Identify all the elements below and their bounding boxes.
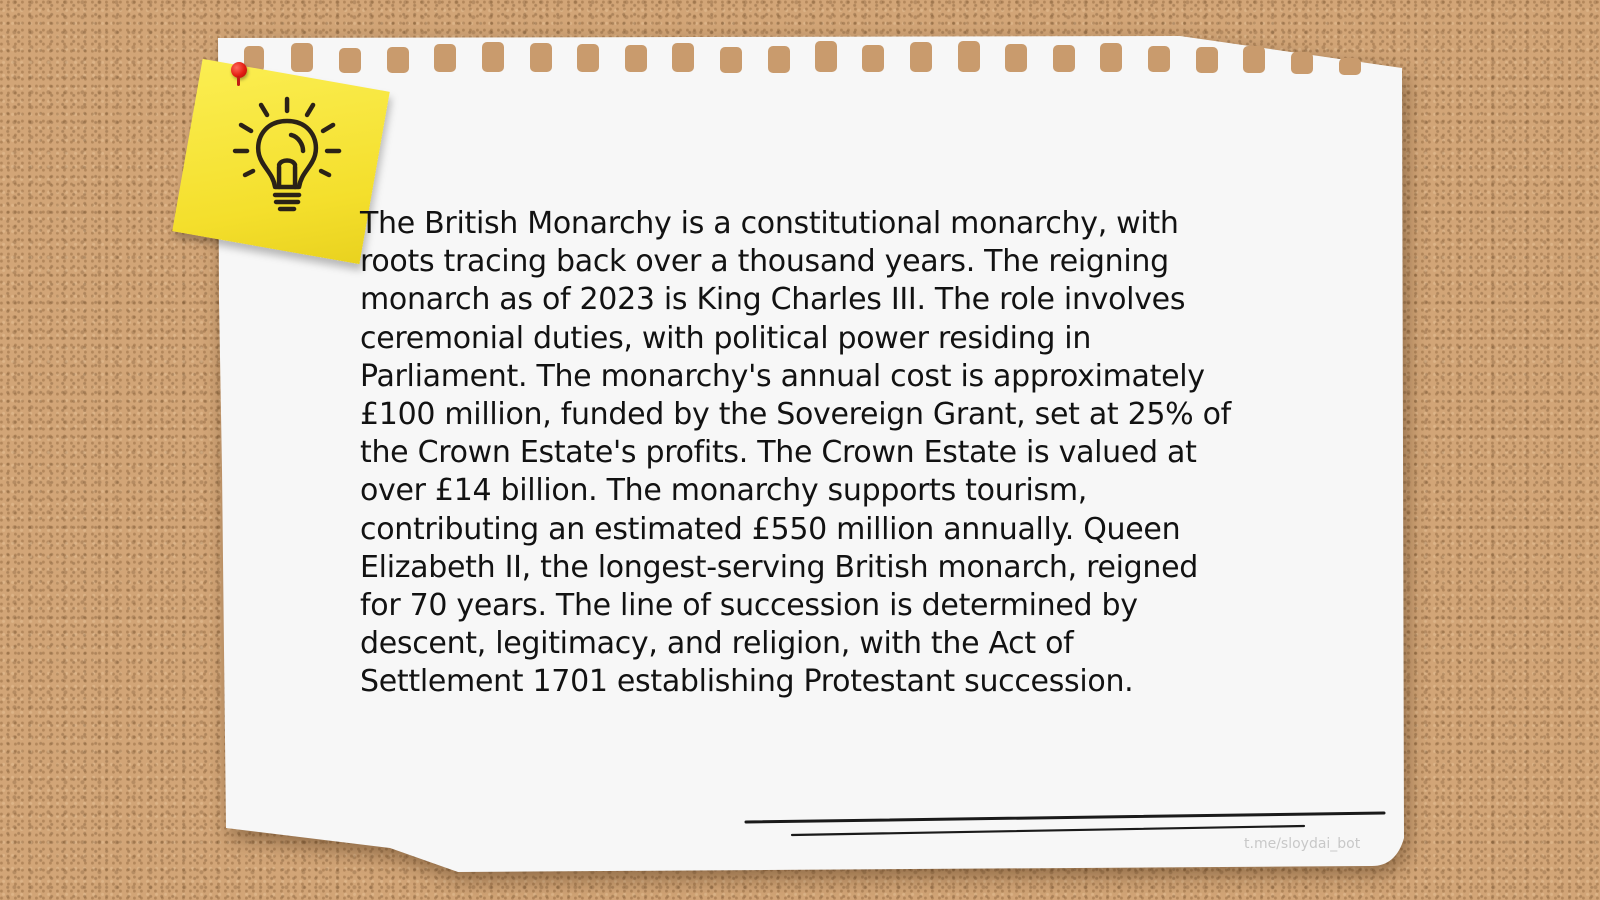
watermark: t.me/sloydai_bot	[1244, 836, 1361, 852]
body-paragraph: The British Monarchy is a constitutional monarchy, with roots tracing back over a thousand years. The reigning monarch as of 2023 is King Charles III. The role involves ceremonial duties, with political power residing in Parliament. The monarchy's annual cost is approximately £100 million, funded by the Sovereign Grant, set at 25% of the Crown Estate's profits. The Crown Estate is valued at over £14 billion. The monarchy supports tourism, contributing an estimated £550 million annually. Queen Elizabeth II, the longest-serving British monarch, reigned for 70 years. The line of succession is determined by descent, legitimacy, and religion, with the Act of Settlement 1701 establishing Protestant succession.	[360, 206, 1231, 700]
